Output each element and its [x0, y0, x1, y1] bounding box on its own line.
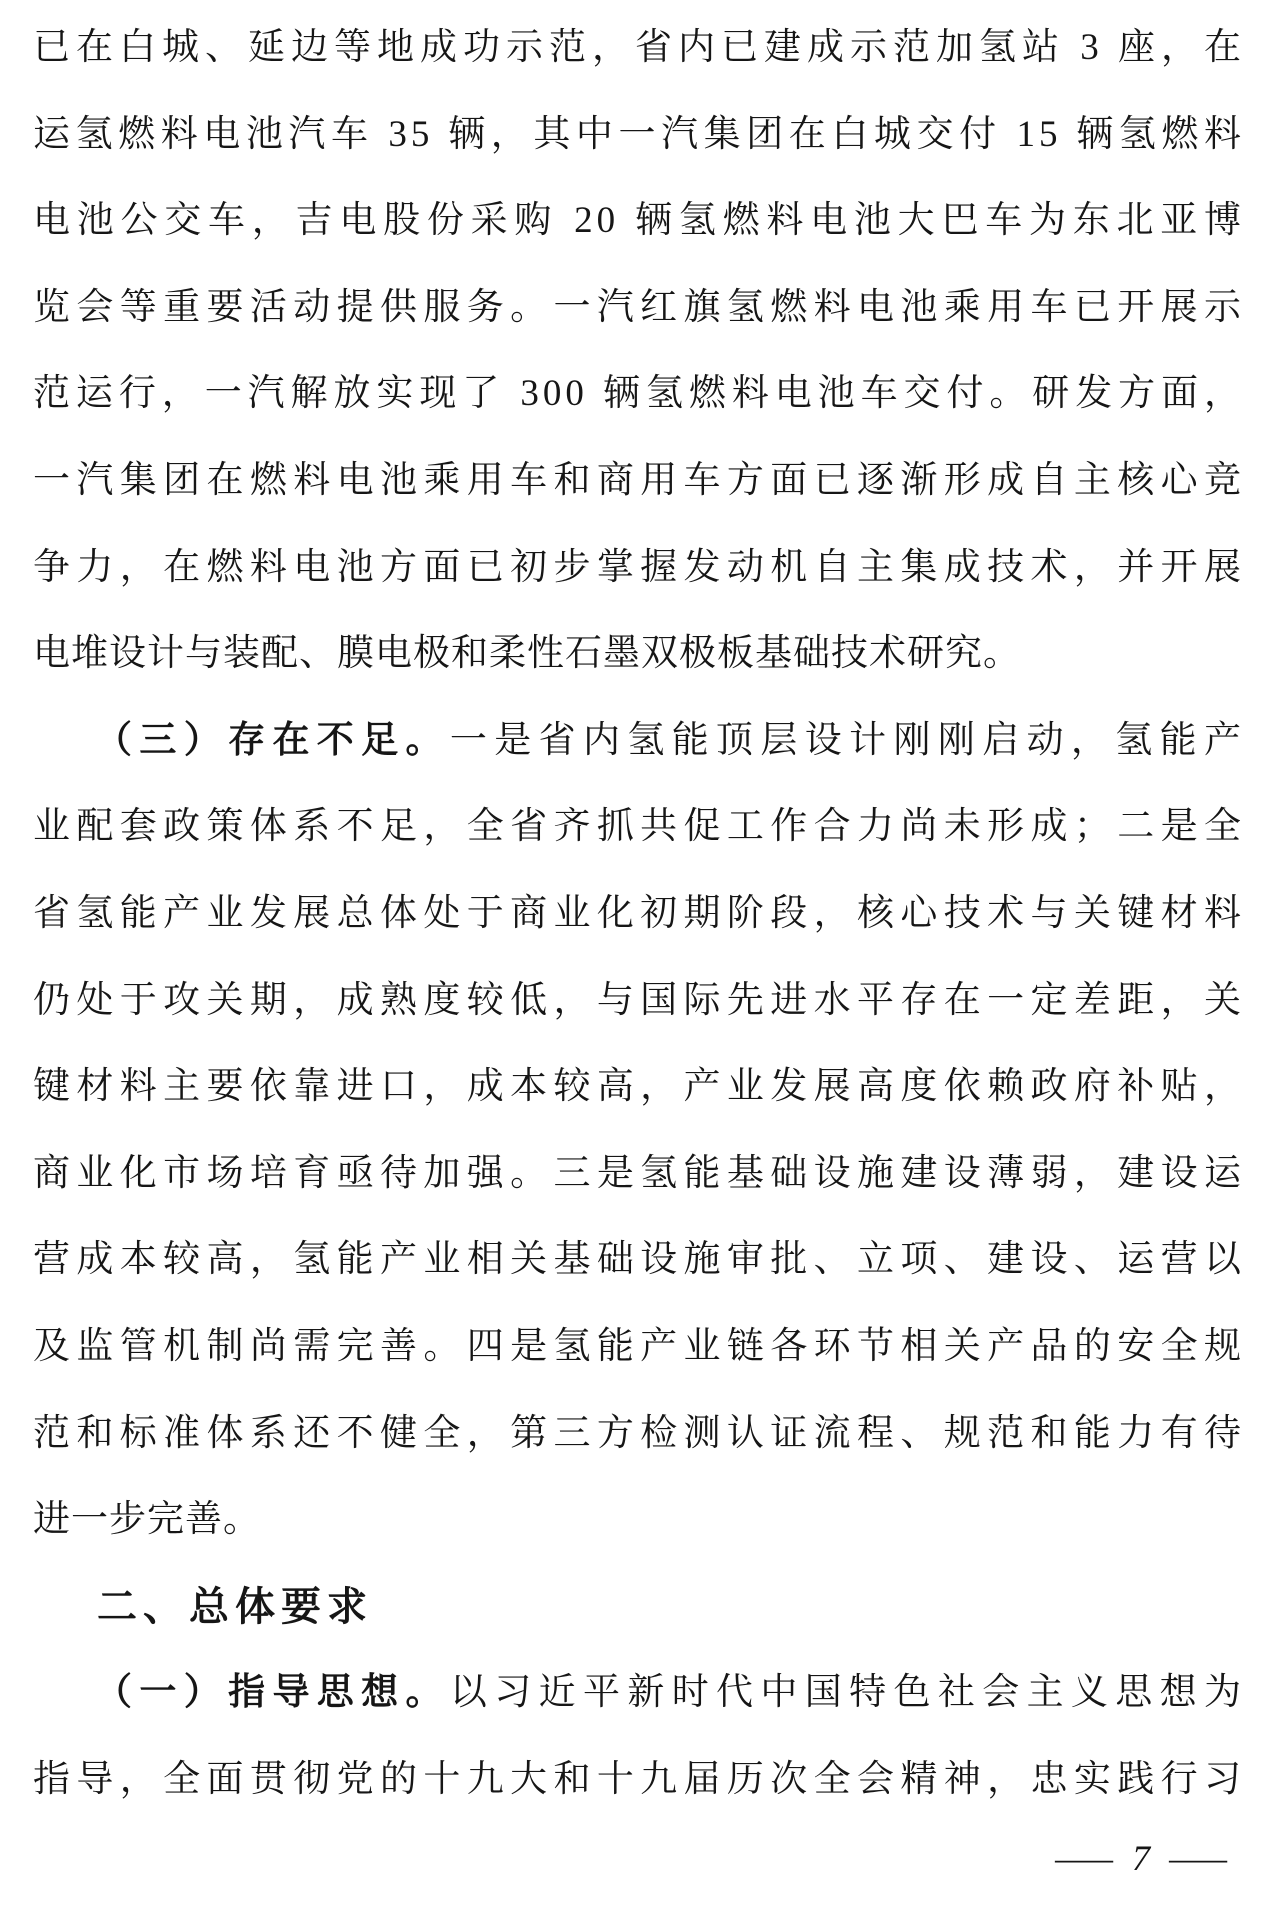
text-line: 电堆设计与装配、膜电极和柔性石墨双极板基础技术研究。 [33, 633, 1021, 675]
paragraph-text: 以习近平新时代中国特色社会主义思想为 [449, 1672, 1246, 1714]
text-line: 键材料主要依靠进口，成本较高，产业发展高度依赖政府补贴， [33, 1066, 1245, 1108]
text-line: 范运行，一汽解放实现了 300 辆氢燃料电池车交付。研发方面， [33, 373, 1245, 415]
text-line: 仍处于攻关期，成熟度较低，与国际先进水平存在一定差距，关 [33, 979, 1245, 1021]
footer-dash-right: — [1169, 1838, 1227, 1878]
text-line: 览会等重要活动提供服务。一汽红旗氢燃料电池乘用车已开展示 [33, 286, 1245, 328]
text-line: 营成本较高，氢能产业相关基础设施审批、立项、建设、运营以 [33, 1239, 1245, 1281]
section-heading: 二、总体要求 [97, 1584, 373, 1629]
text-line: 范和标准体系还不健全，第三方检测认证流程、规范和能力有待 [33, 1412, 1245, 1454]
text-line: 及监管机制尚需完善。四是氢能产业链各环节相关产品的安全规 [33, 1325, 1245, 1367]
page-footer [1055, 1830, 1227, 1886]
footer-dash-left: — [1055, 1838, 1113, 1878]
text-line: 商业化市场培育亟待加强。三是氢能基础设施建设薄弱，建设运 [33, 1152, 1245, 1194]
text-line [33, 1650, 1245, 1737]
paragraph-lead: （一）指导思想。 [95, 1672, 450, 1714]
paragraph-text: 一是省内氢能顶层设计刚刚启动，氢能产 [449, 719, 1246, 761]
text-line: 指导，全面贯彻党的十九大和十九届历次全会精神，忠实践行习 [33, 1758, 1245, 1800]
paragraph-lead: （三）存在不足。 [95, 719, 450, 761]
text-line: 进一步完善。 [33, 1499, 261, 1541]
text-line: 业配套政策体系不足，全省齐抓共促工作合力尚未形成；二是全 [33, 806, 1245, 848]
text-line: 电池公交车，吉电股份采购 20 辆氢燃料电池大巴车为东北亚博 [33, 200, 1245, 242]
text-line: 一汽集团在燃料电池乘用车和商用车方面已逐渐形成自主核心竞 [33, 459, 1245, 501]
page-number: 7 [1132, 1838, 1150, 1878]
text-line [33, 698, 1245, 785]
text-line: 运氢燃料电池汽车 35 辆，其中一汽集团在白城交付 15 辆氢燃料 [33, 113, 1245, 155]
text-line: 省氢能产业发展总体处于商业化初期阶段，核心技术与关键材料 [33, 892, 1245, 934]
text-line: 争力，在燃料电池方面已初步掌握发动机自主集成技术，并开展 [33, 546, 1245, 588]
text-line: 已在白城、延边等地成功示范，省内已建成示范加氢站 3 座，在 [33, 27, 1245, 68]
